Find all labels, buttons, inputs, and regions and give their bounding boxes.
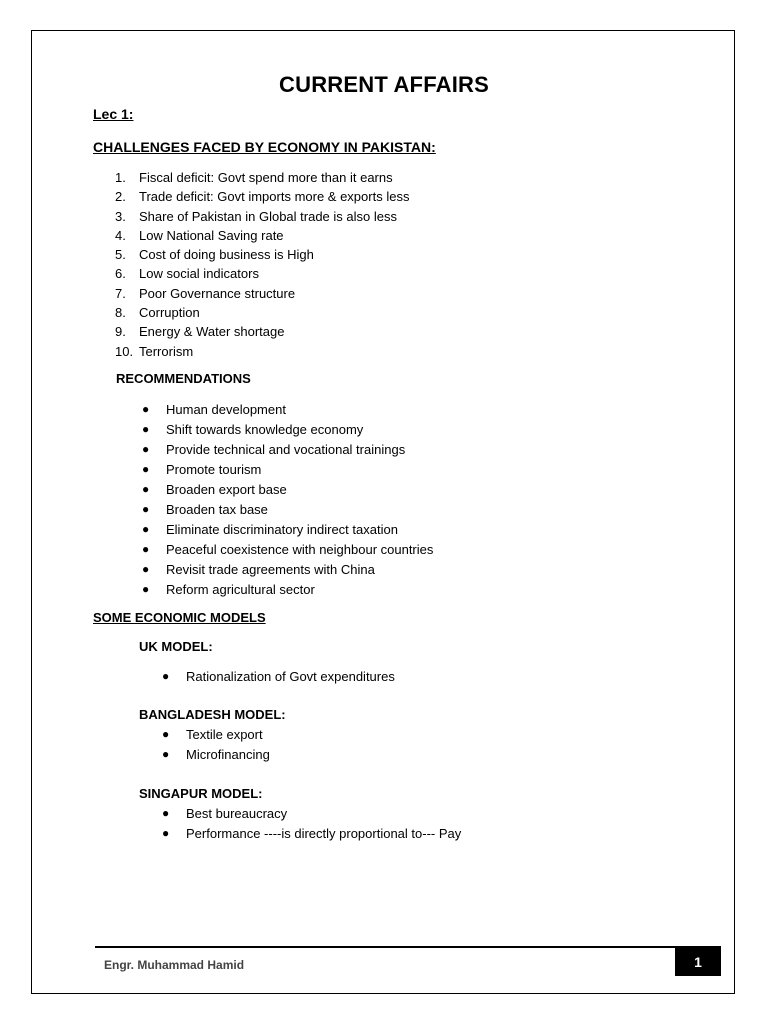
bullet-icon: ● — [142, 462, 150, 476]
challenges-heading: CHALLENGES FACED BY ECONOMY IN PAKISTAN: — [93, 139, 436, 155]
bullet-icon: ● — [142, 582, 150, 596]
footer-divider — [95, 946, 721, 948]
bullet-icon: ● — [142, 562, 150, 576]
bullet-icon: ● — [142, 402, 150, 416]
bullet-icon: ● — [162, 669, 170, 683]
bullet-icon: ● — [142, 502, 150, 516]
bullet-icon: ● — [162, 747, 170, 761]
bullet-icon: ● — [142, 522, 150, 536]
recommendations-heading: RECOMMENDATIONS — [116, 371, 251, 386]
document-title: CURRENT AFFAIRS — [279, 72, 489, 97]
singapur-model-title: SINGAPUR MODEL: — [139, 786, 263, 801]
footer-author: Engr. Muhammad Hamid — [104, 958, 245, 972]
bullet-icon: ● — [162, 826, 170, 840]
bullet-icon: ● — [142, 542, 150, 556]
bullet-icon: ● — [162, 727, 170, 741]
bullet-icon: ● — [142, 422, 150, 436]
bangladesh-model-title: BANGLADESH MODEL: — [139, 707, 286, 722]
page-number: 1 — [675, 948, 721, 976]
uk-model-title: UK MODEL: — [139, 639, 213, 654]
bullet-icon: ● — [142, 482, 150, 496]
bullet-icon: ● — [142, 442, 150, 456]
bullet-icon: ● — [162, 806, 170, 820]
models-heading: SOME ECONOMIC MODELS — [93, 610, 266, 625]
lecture-label: Lec 1: — [93, 106, 134, 122]
